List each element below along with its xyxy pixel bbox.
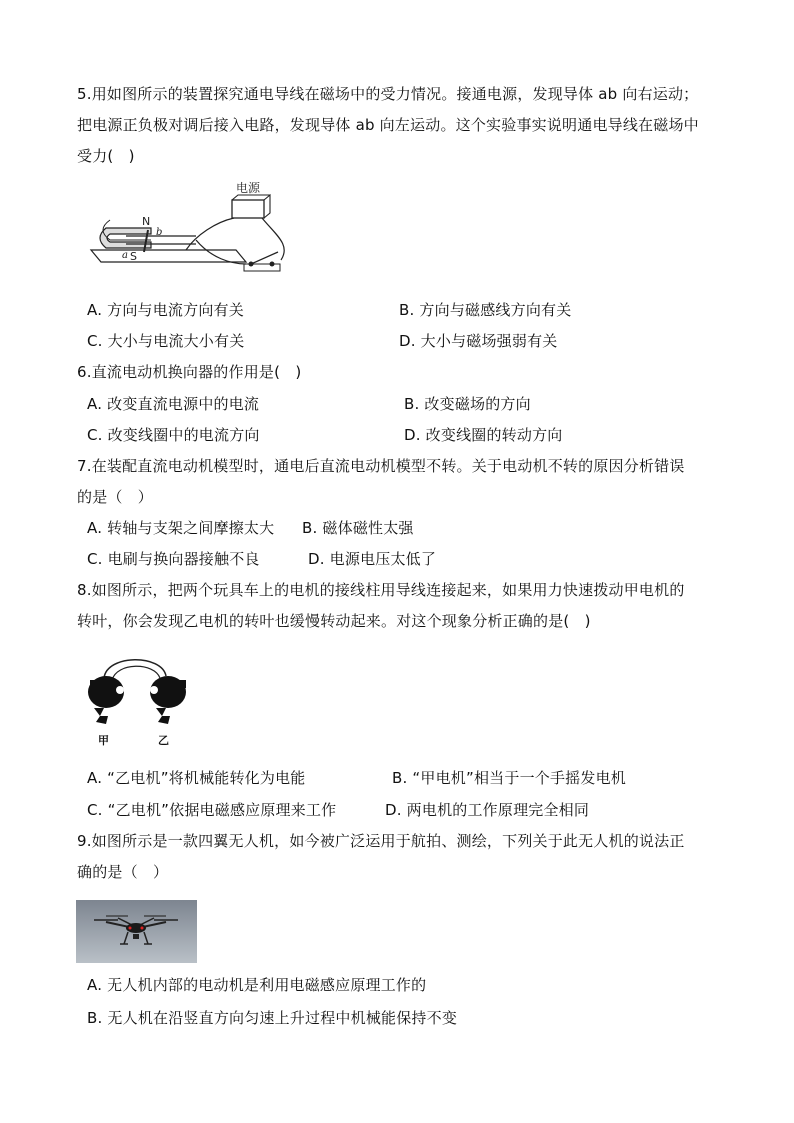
q7-option-d: D. 电源电压太低了	[308, 550, 437, 568]
q7-option-c: C. 电刷与换向器接触不良	[87, 550, 260, 568]
q8-motor-jia-label: 甲	[98, 734, 109, 747]
q5-stem-line-1: 5.用如图所示的装置探究通电导线在磁场中的受力情况。接通电源，发现导体 ab 向右运动；	[77, 85, 699, 103]
q9-option-b: B. 无人机在沿竖直方向匀速上升过程中机械能保持不变	[87, 1009, 458, 1027]
q8-two-motors-figure	[82, 650, 192, 750]
q8-motor-yi-label: 乙	[158, 734, 169, 747]
q9-option-a: A. 无人机内部的电动机是利用电磁感应原理工作的	[87, 976, 427, 994]
q7-option-b: B. 磁体磁性太强	[302, 519, 414, 537]
q5-option-a: A. 方向与电流方向有关	[87, 301, 244, 319]
q7-option-a: A. 转轴与支架之间摩擦太大	[87, 519, 275, 537]
q8-option-d: D. 两电机的工作原理完全相同	[385, 801, 590, 819]
q5-a-label: a	[122, 250, 128, 261]
q5-s-label: S	[130, 250, 137, 263]
q8-stem-line-1: 8.如图所示，把两个玩具车上的电机的接线柱用导线连接起来，如果用力快速拨动甲电机的	[77, 581, 685, 599]
q5-option-c: C. 大小与电流大小有关	[87, 332, 245, 350]
q9-stem-line-2: 确的是（ ）	[77, 863, 169, 881]
q6-option-c: C. 改变线圈中的电流方向	[87, 426, 260, 444]
q6-option-d: D. 改变线圈的转动方向	[404, 426, 563, 444]
q8-stem-line-2: 转叶，你会发现乙电机的转叶也缓慢转动起来。对这个现象分析正确的是( )	[77, 612, 591, 630]
q8-option-a: A. “乙电机”将机械能转化为电能	[87, 769, 306, 787]
q5-stem-line-2: 把电源正负极对调后接入电路，发现导体 ab 向左运动。这个实验事实说明通电导线在磁场中	[77, 116, 699, 134]
q7-stem-line-1: 7.在装配直流电动机模型时，通电后直流电动机模型不转。关于电动机不转的原因分析错误	[77, 457, 685, 475]
q5-apparatus-figure	[86, 180, 296, 275]
q8-option-b: B. “甲电机”相当于一个手摇发电机	[392, 769, 626, 787]
q5-option-d: D. 大小与磁场强弱有关	[399, 332, 558, 350]
q9-stem-line-1: 9.如图所示是一款四翼无人机，如今被广泛运用于航拍、测绘，下列关于此无人机的说法正	[77, 832, 685, 850]
q6-option-b: B. 改变磁场的方向	[404, 395, 531, 413]
q8-option-c: C. “乙电机”依据电磁感应原理来工作	[87, 801, 337, 819]
q7-stem-line-2: 的是（ ）	[77, 488, 154, 506]
q5-stem-line-3: 受力( )	[77, 147, 135, 165]
q9-drone-photo	[76, 900, 197, 963]
q5-n-label: N	[142, 215, 151, 228]
q6-stem-line-1: 6.直流电动机换向器的作用是( )	[77, 363, 302, 381]
q5-option-b: B. 方向与磁感线方向有关	[399, 301, 572, 319]
q5-power-label: 电源	[236, 181, 261, 195]
q6-option-a: A. 改变直流电源中的电流	[87, 395, 260, 413]
q5-b-label: b	[156, 227, 163, 238]
